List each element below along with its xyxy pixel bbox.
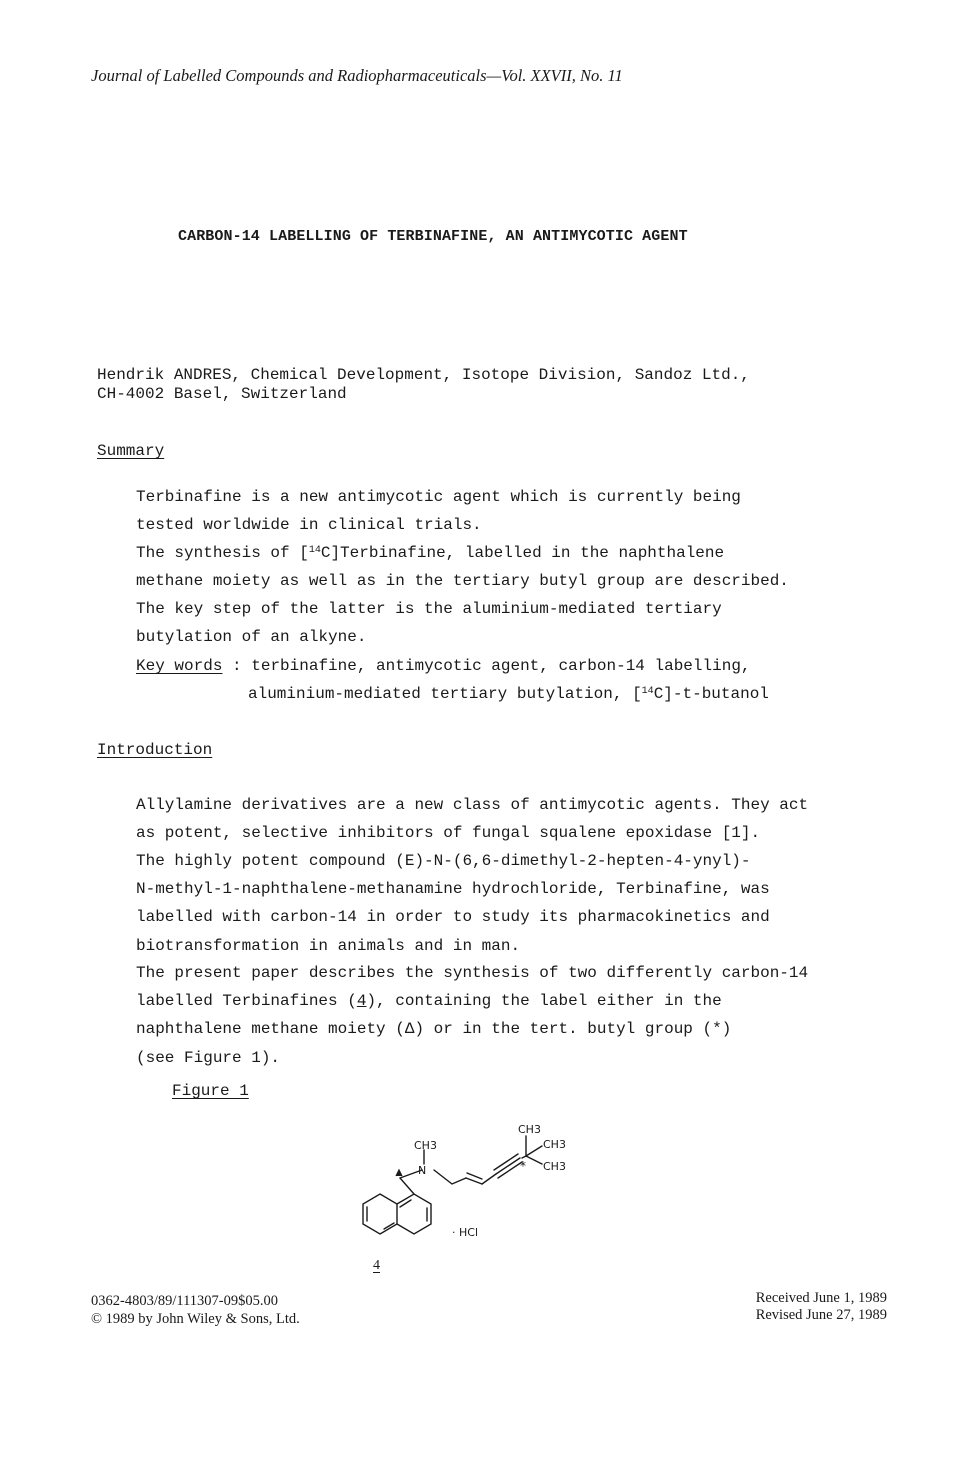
- intro-line-8-pre: labelled Terbinafines (: [136, 992, 357, 1010]
- intro-line-9: naphthalene methane moiety (Δ) or in the tert. butyl group (*): [136, 1020, 732, 1038]
- intro-line-2: as potent, selective inhibitors of fungal squalene epoxidase [1].: [136, 824, 761, 842]
- hcl-salt-label: · HCl: [452, 1226, 479, 1239]
- journal-header: Journal of Labelled Compounds and Radiopharmaceuticals—Vol. XXVII, No. 11: [91, 66, 623, 85]
- compound-number: 4: [373, 1258, 380, 1273]
- summary-line-3: [136, 544, 724, 562]
- footer-code: 0362-4803/89/111307-09$05.00: [91, 1293, 279, 1309]
- naphthalene-ring-left: [363, 1194, 397, 1234]
- intro-line-1: Allylamine derivatives are a new class of antimycotic agents. They act: [136, 796, 809, 814]
- keywords-text-1: terbinafine, antimycotic agent, carbon-14 labelling,: [251, 657, 751, 675]
- carbon14-star-label: *: [520, 1159, 526, 1173]
- introduction-heading: Introduction: [97, 741, 213, 759]
- terbinafine-structure: [340, 1118, 600, 1278]
- keywords-separator: :: [222, 657, 252, 675]
- author-affiliation-line-2: CH-4002 Basel, Switzerland: [97, 385, 347, 403]
- intro-line-10: (see Figure 1).: [136, 1049, 281, 1067]
- figure-label: Figure 1: [172, 1082, 249, 1100]
- intro-line-3: The highly potent compound (E)-N-(6,6-dimethyl-2-hepten-4-ynyl)-: [136, 852, 751, 870]
- article-title: CARBON-14 LABELLING OF TERBINAFINE, AN ANTIMYCOTIC AGENT: [178, 228, 688, 245]
- summary-line-6: butylation of an alkyne.: [136, 628, 367, 646]
- keywords-line-2-pre: aluminium-mediated tertiary butylation, [: [248, 685, 642, 703]
- keywords-isotope-superscript: 14: [641, 686, 654, 697]
- intro-line-8-post: ), containing the label either in the: [366, 992, 722, 1010]
- summary-heading: Summary: [97, 442, 165, 460]
- tbutyl-ch3-top: CH3: [518, 1123, 541, 1136]
- intro-line-5: labelled with carbon-14 in order to study its pharmacokinetics and: [136, 908, 770, 926]
- summary-line-3-post: C]Terbinafine, labelled in the naphthalene: [320, 544, 725, 562]
- compound-reference: 4: [356, 992, 367, 1010]
- summary-line-2: tested worldwide in clinical trials.: [136, 516, 482, 534]
- tbutyl-ch3-right-2: CH3: [543, 1160, 566, 1173]
- naphthalene-ring-right: [397, 1194, 431, 1234]
- intro-line-6: biotransformation in animals and in man.: [136, 937, 521, 955]
- summary-isotope-superscript: 14: [308, 545, 321, 556]
- footer-revised: Revised June 27, 1989: [755, 1307, 887, 1323]
- keywords-label: Key words: [136, 657, 223, 675]
- n-methyl-label: CH3: [414, 1139, 437, 1152]
- intro-line-4: N-methyl-1-naphthalene-methanamine hydrochloride, Terbinafine, was: [136, 880, 770, 898]
- delta-label-marker: [396, 1170, 402, 1176]
- summary-line-4: methane moiety as well as in the tertiary butyl group are described.: [136, 572, 789, 590]
- summary-line-5: The key step of the latter is the aluminium-mediated tertiary: [136, 600, 722, 618]
- footer-received: Received June 1, 1989: [755, 1290, 887, 1306]
- keywords-line-2: [248, 685, 769, 703]
- summary-line-1: Terbinafine is a new antimycotic agent which is currently being: [136, 488, 741, 506]
- keywords-line-2-post: C]-t-butanol: [653, 685, 769, 703]
- intro-line-7: The present paper describes the synthesis of two differently carbon-14: [136, 964, 809, 982]
- tbutyl-ch3-right-1: CH3: [543, 1138, 566, 1151]
- summary-line-3-pre: The synthesis of [: [136, 544, 309, 562]
- keywords-line-1: [136, 657, 751, 675]
- nitrogen-atom-label: N: [418, 1164, 427, 1177]
- intro-line-8: [136, 992, 722, 1010]
- footer-copyright: © 1989 by John Wiley & Sons, Ltd.: [91, 1311, 300, 1327]
- author-affiliation-line-1: Hendrik ANDRES, Chemical Development, Isotope Division, Sandoz Ltd.,: [97, 366, 750, 384]
